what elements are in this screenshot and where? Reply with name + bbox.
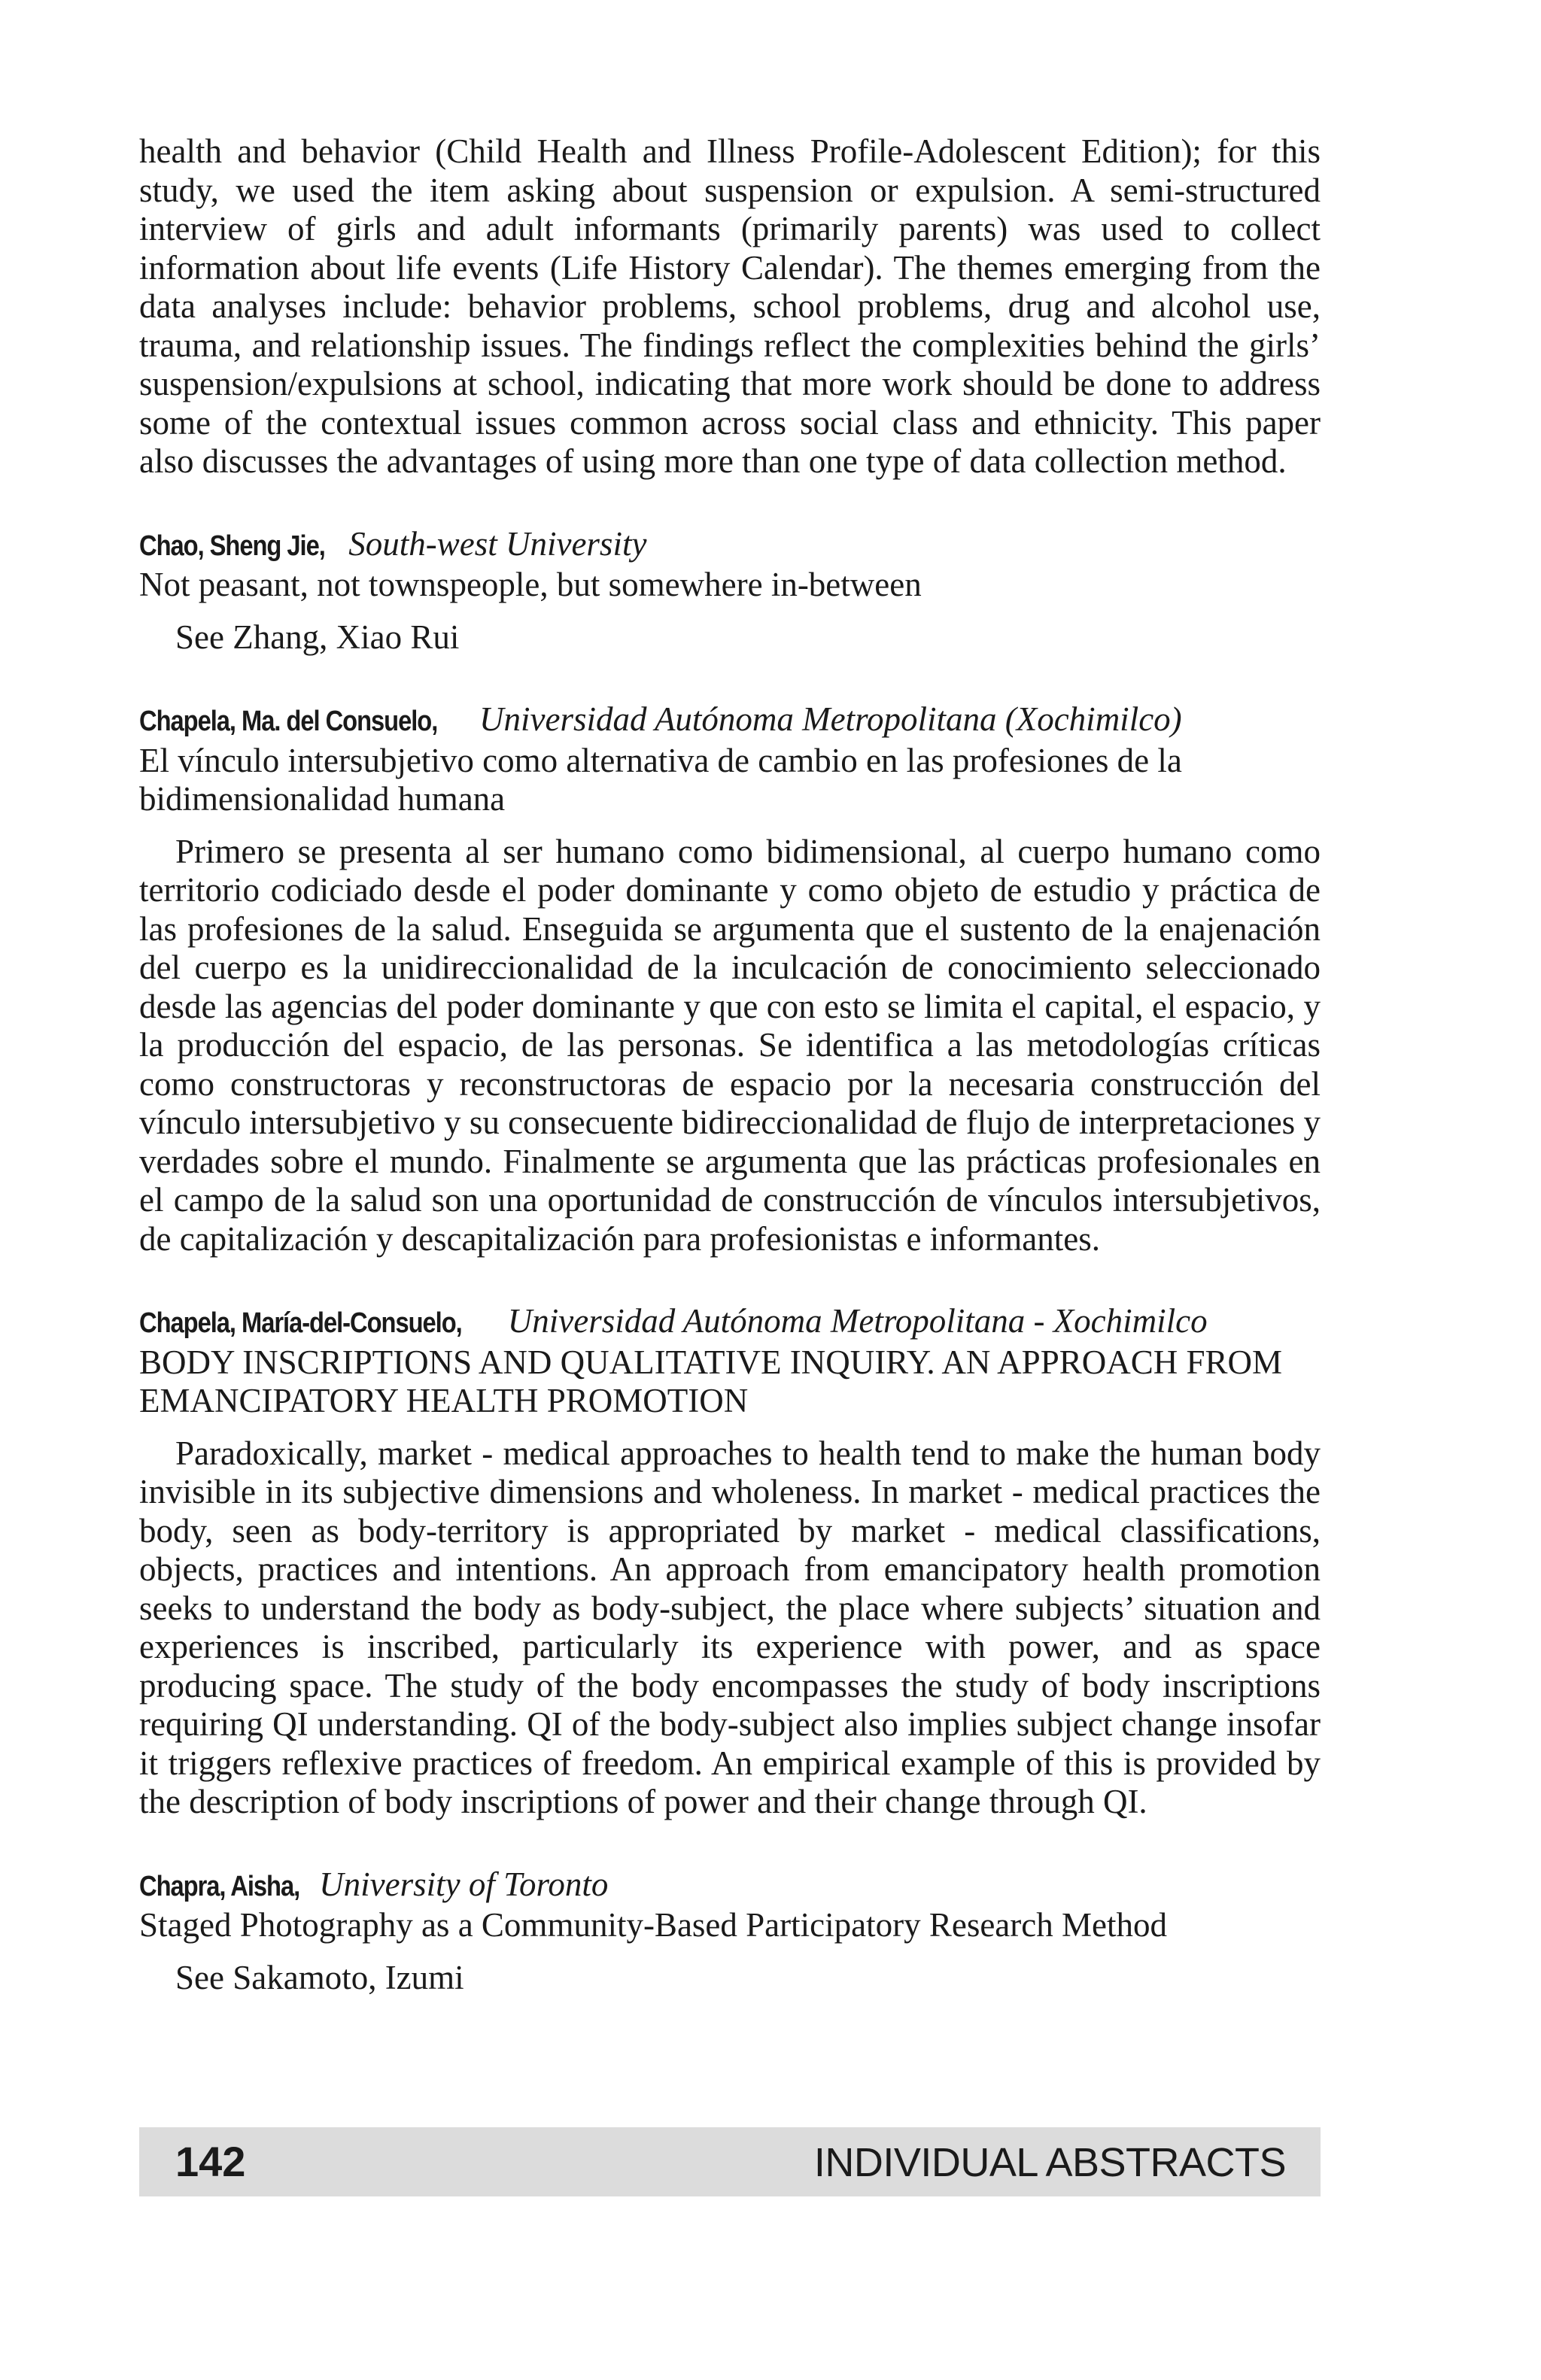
abstract-entry-chapela-1 <box>139 700 1321 1258</box>
abstract-title: El vínculo intersubjetivo como alternativa de cambio en las profesiones de la bidimensionalidad humana <box>139 741 1182 818</box>
abstract-title: Staged Photography as a Community-Based Participatory Research Method <box>139 1906 1167 1944</box>
page-number: 142 <box>175 2138 246 2185</box>
abstract-entry-chao <box>139 525 1321 657</box>
cross-reference: See Zhang, Xiao Rui <box>175 618 460 656</box>
section-label: INDIVIDUAL ABSTRACTS <box>813 2140 1286 2185</box>
abstract-title: BODY INSCRIPTIONS AND QUALITATIVE INQUIRY. AN APPROACH FROM EMANCIPATORY HEALTH PROMOTION <box>139 1343 1283 1419</box>
abstract-entry-chapela-2 <box>139 1302 1321 1822</box>
author-name: Chapela, María-del-Consuelo, <box>139 1307 462 1339</box>
entry-heading <box>139 1865 1321 1907</box>
page-footer <box>139 2127 1321 2196</box>
author-affiliation: Universidad Autónoma Metropolitana - Xochimilco <box>507 1302 1208 1340</box>
author-name: Chapra, Aisha, <box>139 1870 300 1902</box>
continuation-paragraph: health and behavior (Child Health and Illness Profile-Adolescent Edition); for this study, we used the item asking about suspension or expulsion. A semi-structured interview of girls and adult informants (primarily parents) was used to collect information about life events (Life History Calendar). The themes emerging from the data analyses include: behavior problems, school problems, drug and alcohol use, trauma, and relationship issues. The findings reflect the complexities behind the girls’ suspension/expulsions at school, indicating that more work should be done to address some of the contextual issues common across social class and ethnicity. This paper also discusses the advantages of using more than one type of data collection method. <box>139 132 1321 480</box>
abstract-body: Paradoxically, market - medical approaches to health tend to make the human body invisible in its subjective dimensions and wholeness. In market - medical practices the body, seen as body-territory is appropriated by market - medical classifications, objects, practices and intentions. An approach from emancipatory health promotion seeks to understand the body as body-subject, the place where subjects’ situation and experiences is inscribed, particularly its experience with power, and as space producing space. The study of the body encompasses the study of body inscriptions requiring QI understanding. QI of the body-subject also implies subject change insofar it triggers reflexive practices of freedom. An empirical example of this is provided by the description of body inscriptions of power and their change through QI. <box>139 1434 1321 1820</box>
author-name: Chao, Sheng Jie, <box>139 530 325 562</box>
author-affiliation: South-west University <box>348 524 647 563</box>
abstract-title: Not peasant, not townspeople, but somewhere in-between <box>139 566 922 603</box>
abstract-entry-chapra <box>139 1865 1321 1998</box>
entry-heading <box>139 525 1321 566</box>
page-content <box>139 132 1321 1997</box>
author-affiliation: University of Toronto <box>319 1865 609 1903</box>
cross-reference: See Sakamoto, Izumi <box>175 1958 464 1996</box>
entry-heading <box>139 700 1321 742</box>
author-name: Chapela, Ma. del Consuelo, <box>139 706 438 737</box>
entry-heading <box>139 1302 1321 1343</box>
abstract-body: Primero se presenta al ser humano como bidimensional, al cuerpo humano como territorio codiciado desde el poder dominante y como objeto de estudio y práctica de las profesiones de la salud. Enseguida se argumenta que el sustento de la enajenación del cuerpo es la unidireccionalidad de la inculcación de conocimiento seleccionado desde las agencias del poder dominante y que con esto se limita el capital, el espacio, y la producción del espacio, de las personas. Se identifica a las metodologías críticas como constructoras y reconstructoras de espacio por la necesaria construcción del vínculo intersubjetivo y su consecuente bidireccionalidad de flujo de interpretaciones y verdades sobre el mundo. Finalmente se argumenta que las prácticas profesionales en el campo de la salud son una oportunidad de construcción de vínculos intersubjetivos, de capitalización y descapitalización para profesionistas e informantes. <box>139 832 1321 1258</box>
author-affiliation: Universidad Autónoma Metropolitana (Xochimilco) <box>479 700 1182 738</box>
